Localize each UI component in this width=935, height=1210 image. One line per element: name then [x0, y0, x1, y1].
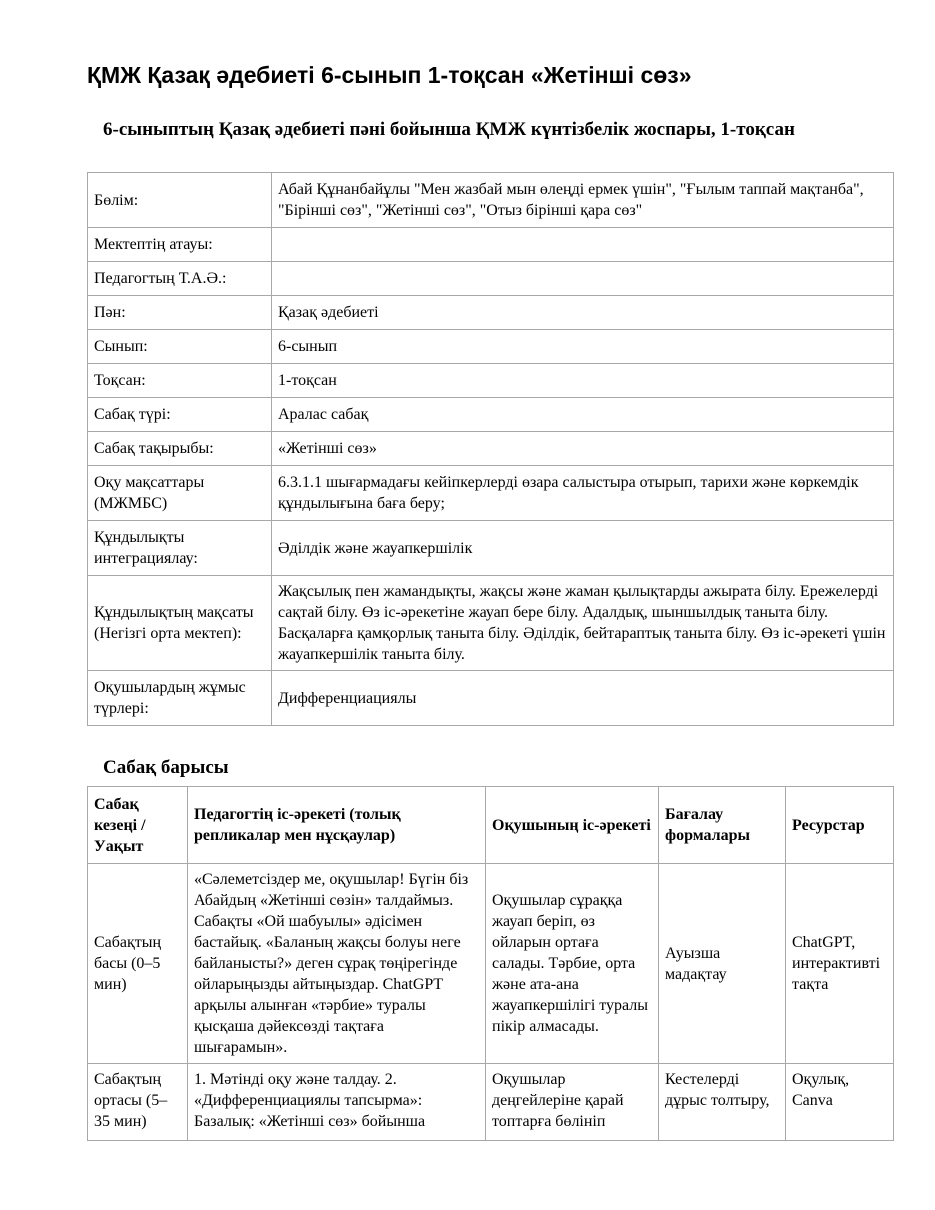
info-value: 6.3.1.1 шығармадағы кейіпкерлерді өзара салыстыра отырып, тарихи және көркемдік құндылығына баға беру; [272, 466, 894, 521]
info-label: Педагогтың Т.А.Ә.: [88, 262, 272, 296]
info-row-learning-goals [88, 466, 894, 521]
info-label: Сабақ тақырыбы: [88, 432, 272, 466]
info-value: Әділдік және жауапкершілік [272, 521, 894, 576]
document-title: ҚМЖ Қазақ әдебиеті 6-сынып 1-тоқсан «Жетінші сөз» [87, 62, 692, 88]
assessment-form: Кестелерді дұрыс толтыру, [659, 1064, 786, 1141]
info-row-value-goal [88, 576, 894, 671]
info-label: Сынып: [88, 330, 272, 364]
info-label: Бөлім: [88, 173, 272, 228]
info-label: Құндылықтың мақсаты (Негізгі орта мектеп): [88, 576, 272, 671]
plan-heading: 6-сыныптың Қазақ әдебиеті пәні бойынша ҚМЖ күнтізбелік жоспары, 1-тоқсан [103, 119, 795, 140]
info-row-quarter [88, 364, 894, 398]
info-value: Аралас сабақ [272, 398, 894, 432]
header-resources: Ресурстар [786, 787, 894, 864]
info-label: Мектептің атауы: [88, 228, 272, 262]
teacher-activity: «Сәлеметсіздер ме, оқушылар! Бүгін біз Абайдың «Жетінші сөзін» талдаймыз. Сабақты «Ой шабуылы» әдісімен бастайық. «Баланың жақсы болуы неге байланысты?» деген сұрақ төңірегінде ойларыңызды айтыңыздар. ChatGPT арқылы алынған «тәрбие» туралы қысқаша дәйексөзді тақтаға шығарамын». [188, 864, 486, 1064]
info-value [272, 262, 894, 296]
info-label: Оқу мақсаттары (МЖМБС) [88, 466, 272, 521]
info-value [272, 228, 894, 262]
header-assessment: Бағалау формалары [659, 787, 786, 864]
info-row-section [88, 173, 894, 228]
resources: Оқулық, Canva [786, 1064, 894, 1141]
info-label: Оқушылардың жұмыс түрлері: [88, 671, 272, 726]
header-student-activity: Оқушының іс-әрекеті [486, 787, 659, 864]
student-activity: Оқушылар сұраққа жауап беріп, өз ойларын ортаға салады. Тәрбие, орта және ата-ана жауапкершілігі туралы пікір алмасады. [486, 864, 659, 1064]
info-value: 1-тоқсан [272, 364, 894, 398]
info-label: Тоқсан: [88, 364, 272, 398]
info-label: Сабақ түрі: [88, 398, 272, 432]
info-row-lesson-type [88, 398, 894, 432]
info-row-value-integration [88, 521, 894, 576]
assessment-form: Ауызша мадақтау [659, 864, 786, 1064]
header-teacher-activity: Педагогтің іс-әрекеті (толық репликалар мен нұсқаулар) [188, 787, 486, 864]
lesson-flow-heading: Сабақ барысы [103, 757, 229, 778]
header-stage: Сабақ кезеңі / Уақыт [88, 787, 188, 864]
info-row-grade [88, 330, 894, 364]
info-row-work-types [88, 671, 894, 726]
resources: ChatGPT, интерактивті тақта [786, 864, 894, 1064]
lesson-header-row [88, 787, 894, 864]
student-activity: Оқушылар деңгейлеріне қарай топтарға бөлініп [486, 1064, 659, 1141]
info-value: «Жетінші сөз» [272, 432, 894, 466]
teacher-activity: 1. Мәтінді оқу және талдау. 2. «Дифференциациялы тапсырма»: Базалық: «Жетінші сөз» бойынша [188, 1064, 486, 1141]
lesson-row-beginning [88, 864, 894, 1064]
info-row-school [88, 228, 894, 262]
info-label: Пән: [88, 296, 272, 330]
lesson-info-table [87, 172, 894, 726]
info-row-subject [88, 296, 894, 330]
info-label: Құндылықты интеграциялау: [88, 521, 272, 576]
info-row-teacher [88, 262, 894, 296]
lesson-flow-table [87, 786, 894, 1141]
info-value: Дифференциациялы [272, 671, 894, 726]
info-value: Қазақ әдебиеті [272, 296, 894, 330]
info-value: 6-сынып [272, 330, 894, 364]
lesson-stage: Сабақтың басы (0–5 мин) [88, 864, 188, 1064]
lesson-row-middle [88, 1064, 894, 1141]
info-value: Жақсылық пен жамандықты, жақсы және жаман қылықтарды ажырата білу. Ережелерді сақтай білу. Өз іс-әрекетіне жауап бере білу. Адалдық, шыншылдық таныта білу. Басқаларға қамқорлық таныта білу. Әділдік, бейтараптық таныта білу. Өз іс-әрекеті үшін жауапкершілік таныта білу. [272, 576, 894, 671]
info-row-lesson-topic [88, 432, 894, 466]
lesson-stage: Сабақтың ортасы (5–35 мин) [88, 1064, 188, 1141]
info-value: Абай Құнанбайұлы "Мен жазбай мын өлеңді ермек үшін", "Ғылым таппай мақтанба", "Бірінші сөз", "Жетінші сөз", "Отыз бірінші қара сөз" [272, 173, 894, 228]
